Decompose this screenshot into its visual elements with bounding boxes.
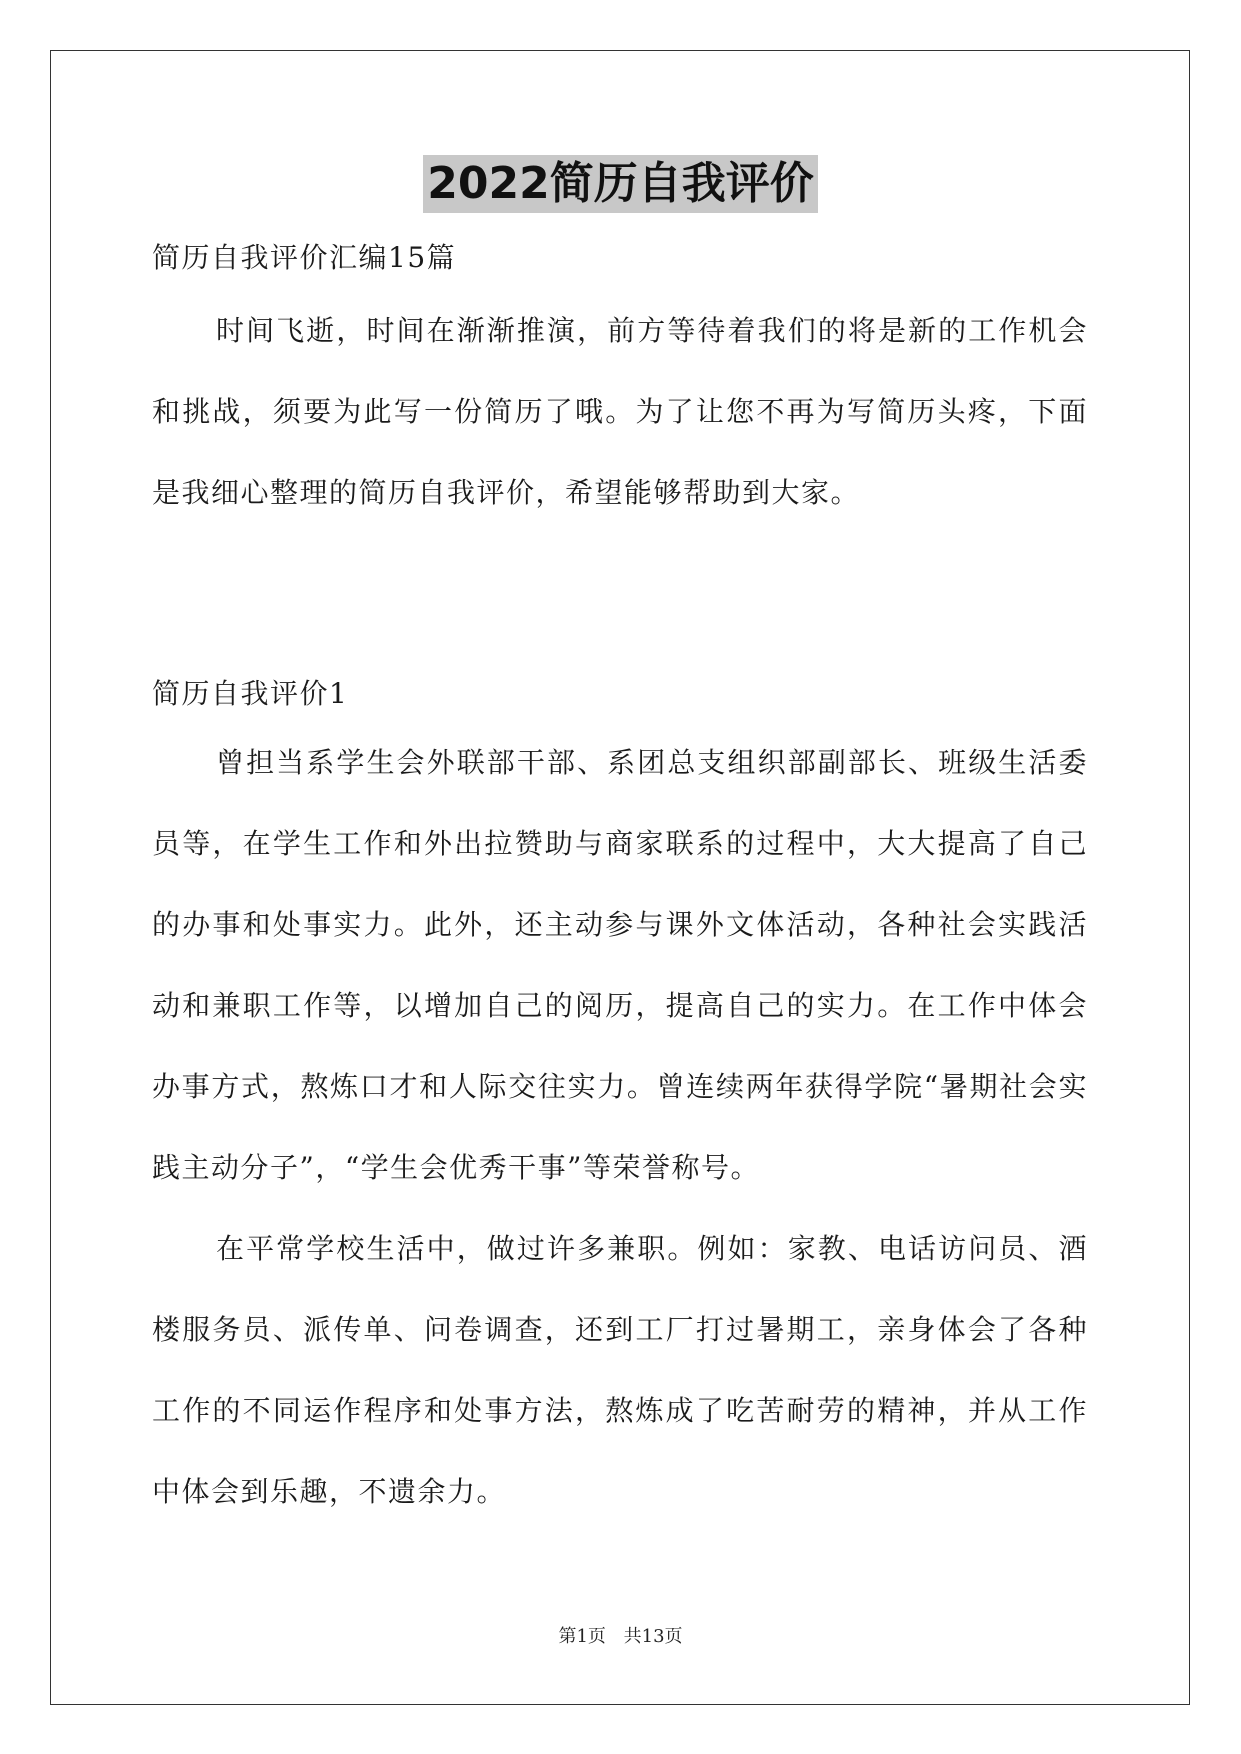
intro-paragraph: 时间飞逝，时间在渐渐推演，前方等待着我们的将是新的工作机会和挑战，须要为此写一份简历了哦。为了让您不再为写简历头疼，下面是我细心整理的简历自我评价，希望能够帮助到大家。 xyxy=(152,314,1088,509)
page-total: 共13页 xyxy=(623,1626,683,1647)
title-container xyxy=(0,155,1241,213)
body-paragraph-2: 在平常学校生活中，做过许多兼职。例如：家教、电话访问员、酒楼服务员、派传单、问卷调查，还到工厂打过暑期工，亲身体会了各种工作的不同运作程序和处事方法，熬炼成了吃苦耐劳的精神，并从工作中体会到乐趣，不遗余力。 xyxy=(152,1232,1088,1508)
body-paragraph-1: 曾担当系学生会外联部干部、系团总支组织部副部长、班级生活委员等，在学生工作和外出拉赞助与商家联系的过程中，大大提高了自己的办事和处事实力。此外，还主动参与课外文体活动，各种社会实践活动和兼职工作等，以增加自己的阅历，提高自己的实力。在工作中体会办事方式，熬炼口才和人际交往实力。曾连续两年获得学院“暑期社会实践主动分子”，“学生会优秀干事”等荣誉称号。 xyxy=(152,746,1088,1184)
document-title: 2022简历自我评价 xyxy=(423,155,817,213)
page-footer xyxy=(0,1625,1241,1649)
section-heading: 简历自我评价1 xyxy=(152,677,349,710)
document-subtitle: 简历自我评价汇编15篇 xyxy=(152,241,457,274)
page-number: 第1页 xyxy=(558,1626,606,1647)
